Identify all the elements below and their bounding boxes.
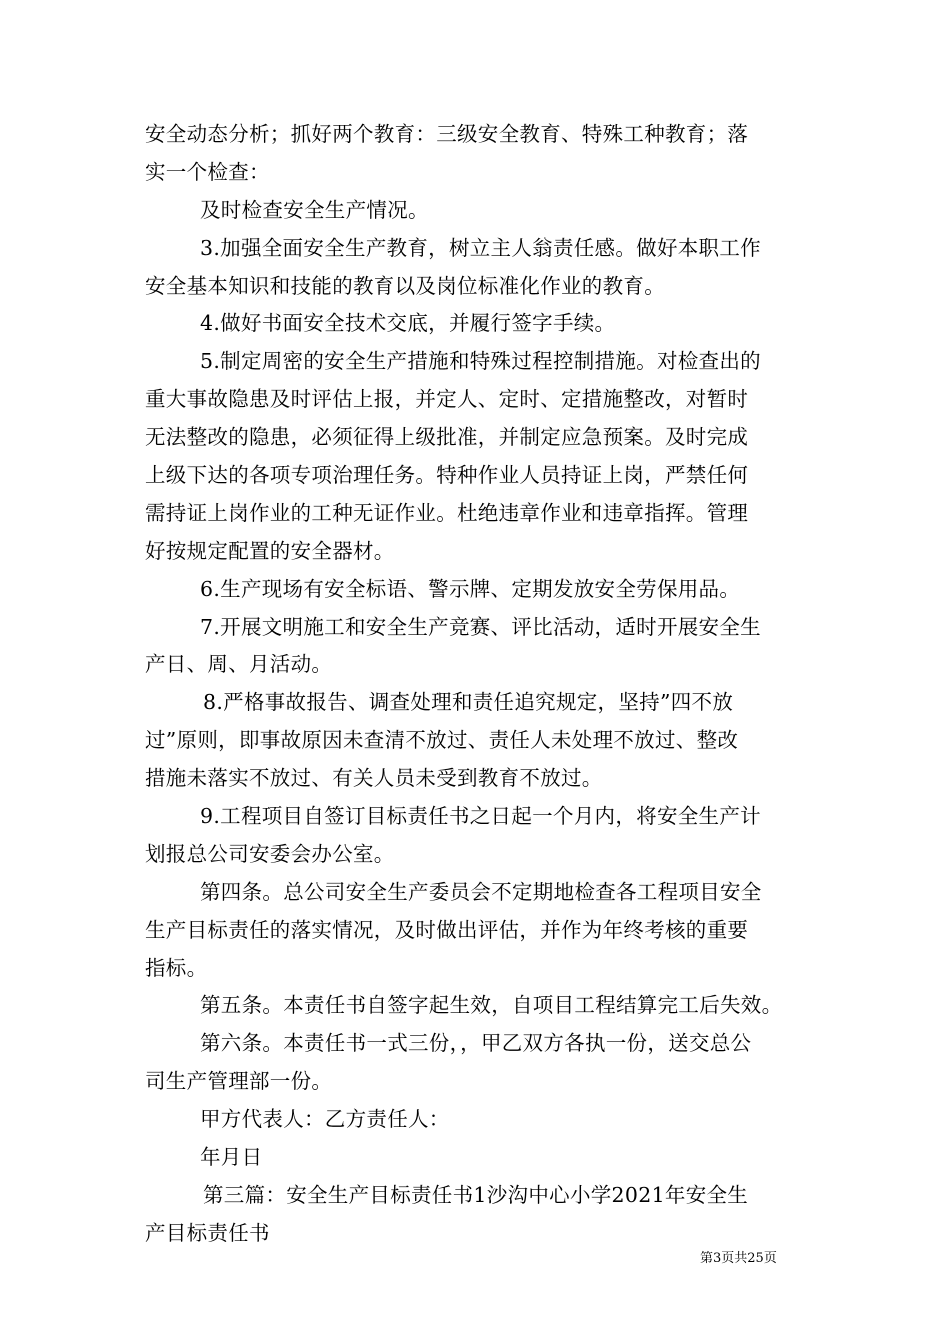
page-number: 第3页共25页	[700, 1251, 777, 1266]
text-line: 5.制定周密的安全生产措施和特殊过程控制措施。对检查出的	[200, 349, 761, 374]
text-line: 产日、周、月活动。	[145, 652, 333, 677]
text-line: 重大事故隐患及时评估上报，并定人、定时、定措施整改，对暂时	[145, 387, 749, 412]
text-line: 第三篇：安全生产目标责任书1沙沟中心小学2021年安全生	[203, 1182, 749, 1207]
text-line: 司生产管理部一份。	[145, 1069, 333, 1094]
text-line: 甲方代表人：乙方责任人：	[200, 1107, 450, 1132]
text-line: 过”原则，即事故原因未查清不放过、责任人未处理不放过、整改	[145, 728, 739, 753]
text-line: 4.做好书面安全技术交底，并履行签字手续。	[200, 311, 616, 336]
text-line: 实一个检查：	[145, 159, 270, 184]
text-line: 好按规定配置的安全器材。	[145, 538, 395, 563]
text-line: 安全动态分析；抓好两个教育：三级安全教育、特殊工种教育；落	[145, 122, 749, 146]
text-line: 9.工程项目自签订目标责任书之日起一个月内，将安全生产计	[200, 804, 761, 829]
text-line: 第六条。本责任书一式三份，，甲乙双方各执一份，送交总公	[200, 1031, 752, 1056]
text-line: 6.生产现场有安全标语、警示牌、定期发放安全劳保用品。	[200, 576, 741, 601]
text-line: 指标。	[145, 955, 208, 980]
text-line: 7.开展文明施工和安全生产竞赛、评比活动，适时开展安全生	[200, 614, 761, 639]
text-line: 年月日	[200, 1145, 263, 1170]
text-line: 第四条。总公司安全生产委员会不定期地检查各工程项目安全	[200, 879, 762, 904]
text-line: 无法整改的隐患，必须征得上级批准，并制定应急预案。及时完成	[145, 425, 749, 450]
text-line: 需持证上岗作业的工种无证作业。杜绝违章作业和违章指挥。管理	[145, 500, 749, 525]
text-line: 生产目标责任的落实情况，及时做出评估，并作为年终考核的重要	[145, 917, 749, 942]
text-line: 安全基本知识和技能的教育以及岗位标准化作业的教育。	[145, 273, 665, 298]
text-line: 第五条。本责任书自签字起生效，自项目工程结算完工后失效。	[200, 993, 783, 1018]
text-line: 产目标责任书	[145, 1220, 270, 1245]
text-line: 8.严格事故报告、调查处理和责任追究规定，坚持”四不放	[203, 690, 734, 715]
text-line: 划报总公司安委会办公室。	[145, 841, 395, 866]
text-line: 上级下达的各项专项治理任务。特种作业人员持证上岗，严禁任何	[145, 463, 749, 488]
text-line: 及时检查安全生产情况。	[200, 197, 429, 222]
text-line: 3.加强全面安全生产教育，树立主人翁责任感。做好本职工作	[200, 235, 761, 260]
text-line: 措施未落实不放过、有关人员未受到教育不放过。	[145, 766, 603, 791]
document-body	[145, 116, 825, 1253]
